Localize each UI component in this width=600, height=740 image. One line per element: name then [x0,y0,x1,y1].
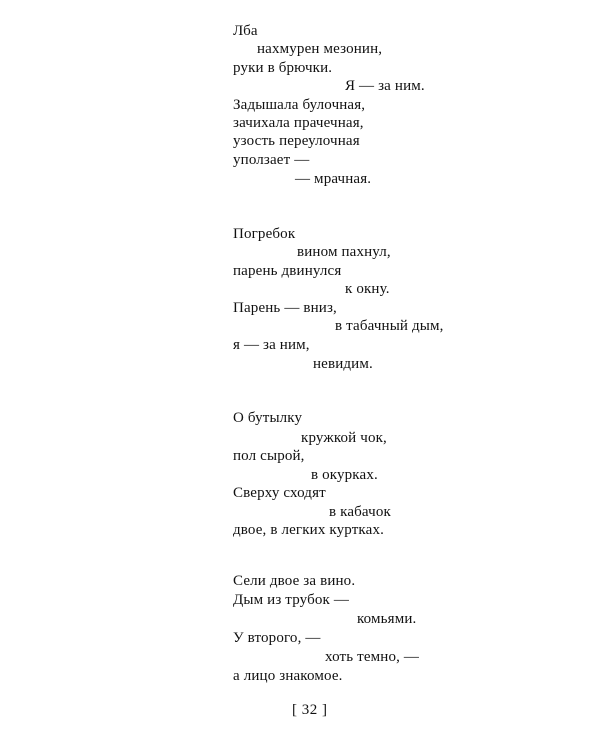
poem-line: Парень — вниз, [233,300,337,316]
poem-line: невидим. [313,356,373,372]
poem-line: Сели двое за вино. [233,573,356,589]
poem-line: руки в брючки. [233,60,333,76]
poem-line: нахмурен мезонин, [257,41,383,57]
poem-line: О бутылку [233,410,303,426]
poem-line: хоть темно, — [325,649,420,665]
poem-line: У второго, — [233,630,321,646]
poem-line: в табачный дым, [335,318,444,334]
poem-line: а лицо знакомое. [233,668,343,684]
poem-line: Сверху сходят [233,485,326,501]
poem-line: Дым из трубок — [233,592,350,608]
poem-line: Я — за ним. [345,78,425,94]
poem-line: — мрачная. [295,171,372,187]
poem-line: зачихала прачечная, [233,115,364,131]
poem-line: парень двинулся [233,263,342,279]
poem-line: в кабачок [329,504,391,520]
poem-line: Лба [233,23,258,39]
page-number: [ 32 ] [292,702,328,718]
poem-line: в окурках. [311,467,378,483]
poem-line: кружкой чок, [301,430,387,446]
poem-line: Погребок [233,226,296,242]
poem-line: вином пахнул, [297,244,391,260]
poem-line: уползает — [233,152,310,168]
poem-line: я — за ним, [233,337,310,353]
poem-line: комьями. [357,611,417,627]
poem-line: к окну. [345,281,390,297]
poem-line: двое, в легких куртках. [233,522,384,538]
poem-line: узость переулочная [233,133,360,149]
poem-line: пол сырой, [233,448,305,464]
poem-line: Задышала булочная, [233,97,366,113]
